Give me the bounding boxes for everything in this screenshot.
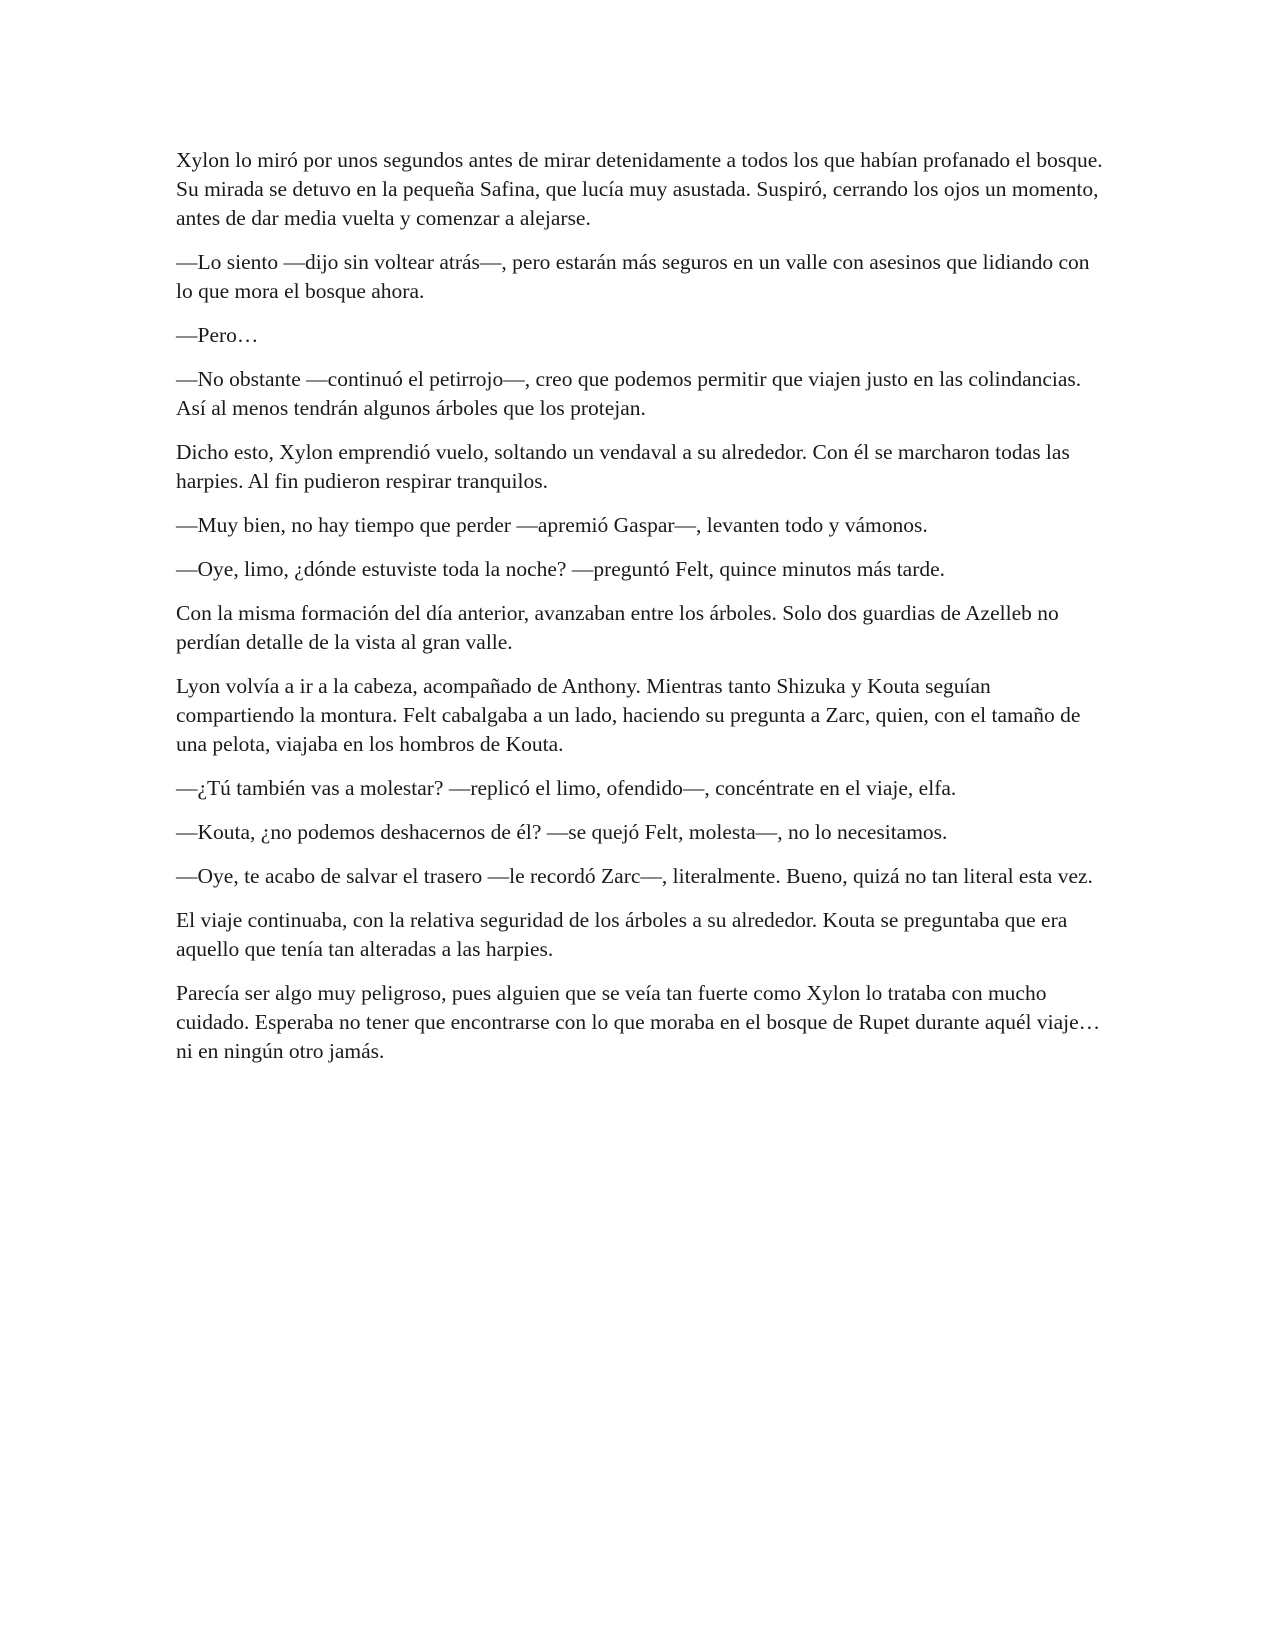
paragraph: —Lo siento —dijo sin voltear atrás—, pero estarán más seguros en un valle con asesinos que lidiando con lo que mora el bosque ahora. [176, 250, 1090, 303]
document-body [176, 146, 1106, 1081]
paragraph: —Pero… [176, 323, 259, 347]
paragraph: —¿Tú también vas a molestar? —replicó el limo, ofendido—, concéntrate en el viaje, elfa. [176, 776, 957, 800]
paragraph: —No obstante —continuó el petirrojo—, creo que podemos permitir que viajen justo en las colindancias. Así al menos tendrán algunos árboles que los protejan. [176, 367, 1082, 420]
paragraph: Lyon volvía a ir a la cabeza, acompañado de Anthony. Mientras tanto Shizuka y Kouta seguían compartiendo la montura. Felt cabalgaba a un lado, haciendo su pregunta a Zarc, quien, con el tamaño de una pelota, viajaba en los hombros de Kouta. [176, 674, 1081, 756]
paragraph: —Kouta, ¿no podemos deshacernos de él? —se quejó Felt, molesta—, no lo necesitamos. [176, 820, 948, 844]
paragraph: Parecía ser algo muy peligroso, pues alguien que se veía tan fuerte como Xylon lo trataba con mucho cuidado. Esperaba no tener que encontrarse con lo que moraba en el bosque de Rupet durante aquél viaje… ni en ningún otro jamás. [176, 981, 1101, 1063]
paragraph: —Oye, limo, ¿dónde estuviste toda la noche? —preguntó Felt, quince minutos más tarde. [176, 557, 946, 581]
paragraph: El viaje continuaba, con la relativa seguridad de los árboles a su alrededor. Kouta se preguntaba que era aquello que tenía tan alteradas a las harpies. [176, 908, 1068, 961]
paragraph: —Oye, te acabo de salvar el trasero —le recordó Zarc—, literalmente. Bueno, quizá no tan literal esta vez. [176, 864, 1093, 888]
paragraph: Xylon lo miró por unos segundos antes de mirar detenidamente a todos los que habían profanado el bosque. Su mirada se detuvo en la pequeña Safina, que lucía muy asustada. Suspiró, cerrando los ojos un momento, antes de dar media vuelta y comenzar a alejarse. [176, 148, 1103, 230]
paragraph: —Muy bien, no hay tiempo que perder —apremió Gaspar—, levanten todo y vámonos. [176, 513, 928, 537]
paragraph: Dicho esto, Xylon emprendió vuelo, soltando un vendaval a su alrededor. Con él se marcharon todas las harpies. Al fin pudieron respirar tranquilos. [176, 440, 1070, 493]
paragraph: Con la misma formación del día anterior, avanzaban entre los árboles. Solo dos guardias de Azelleb no perdían detalle de la vista al gran valle. [176, 601, 1059, 654]
